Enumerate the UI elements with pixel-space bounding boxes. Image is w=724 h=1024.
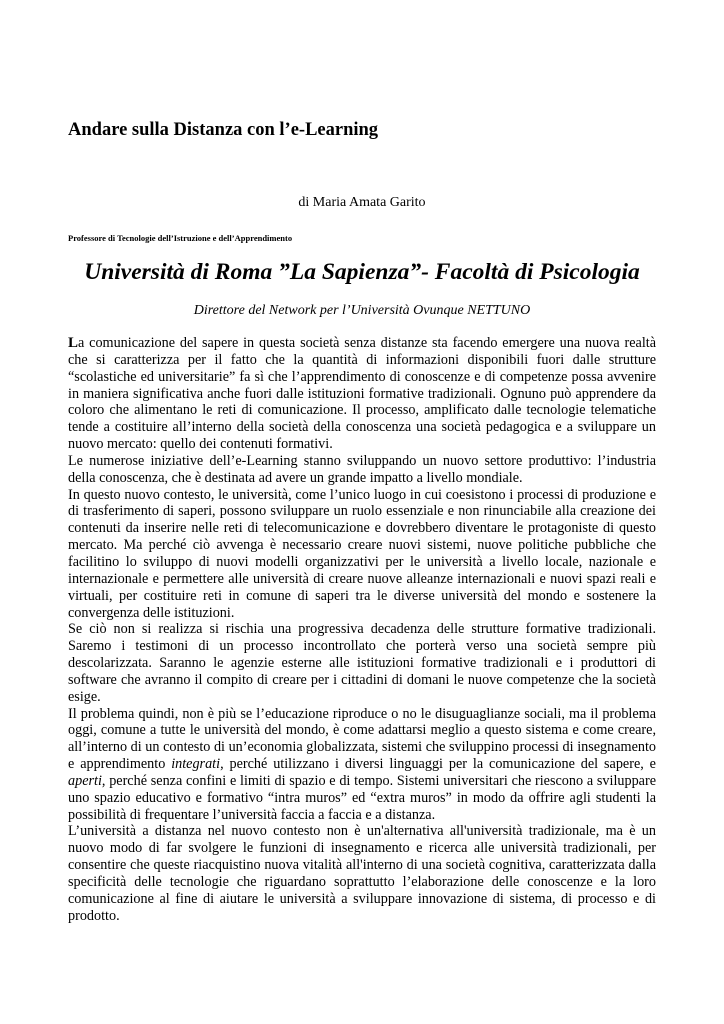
author-line: di Maria Amata Garito (298, 195, 426, 210)
emphasis-integrati: integrati (171, 756, 221, 773)
paragraph-5-text-a: Il problema quindi, non è più se l’educazione riproduce o no le disuguaglianze sociali, ma il problema oggi, comune a tutte le università del mondo, è come adattarsi meglio a questo sistema e come creare, all’interno di un contesto di un’economia globalizzata, sistemi che sviluppino processi di insegnamento e apprendimento (68, 705, 656, 773)
paragraph-1 (68, 335, 656, 453)
paragraph-5-text-b: , perché utilizzano i diversi linguaggi per la comunicazione del sapere, e (220, 756, 656, 773)
document-title: Andare sulla Distanza con l’e-Learning (68, 120, 379, 140)
paragraph-6: L’università a distanza nel nuovo contesto non è un'alternativa all'università tradizionale, ma è un nuovo modo di far svolgere le funzioni di insegnamento e ricerca alle università tradizionali, per consentire che queste riacquistino nuova vitalità all'interno di una società cognitiva, caratterizzata dalla specificità delle tecnologie che riguardano soprattutto l’elaborazione delle conoscenze e la loro comunicazione al fine di aiutare le università a sviluppare innovazione di sistema, di processo e di prodotto. (68, 823, 656, 924)
emphasis-aperti: aperti (68, 772, 102, 789)
initial-letter: L (68, 335, 79, 351)
paragraph-1-text: a comunicazione del sapere in questa società senza distanze sta facendo emergere una nuova realtà che si caratterizza per il fatto che la quantità di informazioni disponibili fuori dalle strutture “scolastiche ed universitarie” fa sì che l’apprendimento di conoscenze e di competenze possa avvenire in maniera significativa anche fuori dalle istituzioni formative tradizionali. Ognuno può apprendere da coloro che alimentano le reti di comunicazione. Il processo, amplificato dalle tecnologie telematiche tende a costituire all’interno della società della conoscenza una società pedagogica e a sviluppare un nuovo mercato: quello dei contenuti formativi. (68, 335, 656, 453)
paragraph-5 (68, 706, 656, 824)
article-body (68, 335, 656, 925)
paragraph-2: Le numerose iniziative dell’e-Learning stanno sviluppando un nuovo settore produttivo: l’industria della conoscenza, che è destinata ad avere un grande impatto a livello mondiale. (68, 452, 656, 486)
paragraph-4: Se ciò non si realizza si rischia una progressiva decadenza delle strutture formative tradizionali. Saremo i testimoni di un processo incontrollato che porterà verso una società sempre più descolarizzata. Saranno le agenzie esterne alle istituzioni formative tradizionali e i produttori di software che avranno il compito di creare per i cittadini di domani le nuove competenze che la società esige. (68, 621, 656, 705)
paragraph-3: In questo nuovo contesto, le università, come l’unico luogo in cui coesistono i processi di produzione e di trasferimento di saperi, possono sviluppare un ruolo essenziale e non rinunciabile alla creazione dei contenuti da inserire nelle reti di telecomunicazione e dovrebbero diventare le protagoniste di questo mercato. Ma perché ciò avvenga è necessario creare nuovi sistemi, nuove politiche pubbliche che facilitino lo sviluppo di nuovi modelli organizzativi per le università a livello locale, nazionale e internazionale e permettere alle università di creare nuove alleanze internazionali e nuovi spazi reali e virtuali, per costituire reti in comune di saperi tra le diverse università del mondo e sostenere la convergenza delle istituzioni. (68, 486, 656, 621)
university-heading: Università di Roma ”La Sapienza”- Facoltà di Psicologia (84, 259, 640, 285)
director-line: Direttore del Network per l’Università Ovunque NETTUNO (193, 303, 531, 318)
paragraph-5-text-c: , perché senza confini e limiti di spazio e di tempo. Sistemi universitari che riescono a sviluppare uno spazio educativo e formativo “intra muros” ed “extra muros” in modo da offrire agli studenti la possibilità di frequentare l’università faccia a faccia e a distanza. (68, 772, 656, 823)
author-role: Professore di Tecnologie dell’Istruzione e dell’Apprendimento (68, 233, 293, 243)
